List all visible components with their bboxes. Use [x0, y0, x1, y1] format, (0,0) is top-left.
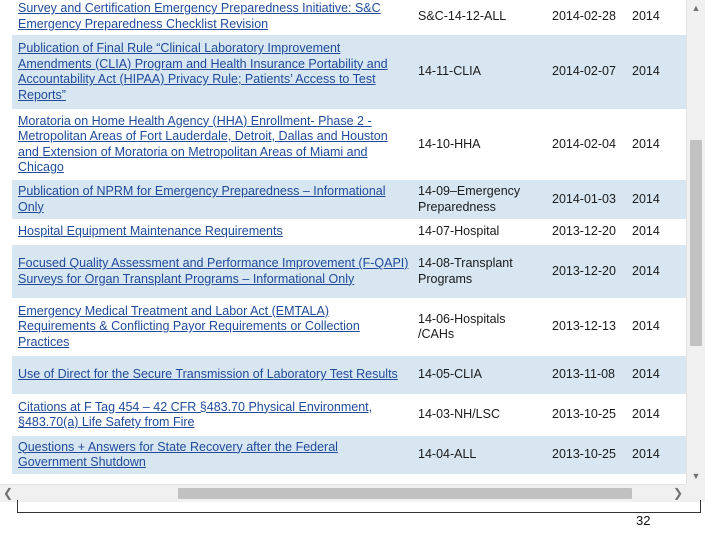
document-date: 2013-10-25 [548, 435, 628, 475]
chevron-left-icon[interactable]: ❮ [2, 486, 14, 500]
document-date: 2014-02-04 [548, 110, 628, 179]
document-number: 14-05-CLIA [414, 355, 548, 395]
document-year: 2014 [628, 179, 686, 220]
document-link[interactable]: Publication of NPRM for Emergency Preparedness – Informational Only [18, 184, 386, 214]
table-row [12, 220, 686, 244]
document-date: 2013-11-08 [548, 355, 628, 395]
document-date: 2014-02-07 [548, 34, 628, 110]
document-year: 2014 [628, 220, 686, 244]
document-date: 2013-12-20 [548, 220, 628, 244]
document-number: 14-11-CLIA [414, 34, 548, 110]
document-year: 2014 [628, 244, 686, 299]
arrow-down-icon[interactable]: ▼ [691, 471, 701, 481]
document-link[interactable]: Questions + Answers for State Recovery after the Federal Government Shutdown [18, 439, 338, 469]
document-link[interactable]: Emergency Medical Treatment and Labor Act (EMTALA) Requirements & Conflicting Payor Requirements or Collection Practices [18, 303, 360, 349]
document-year: 2014 [628, 110, 686, 179]
document-date: 2014-01-03 [548, 179, 628, 220]
table-row [12, 179, 686, 220]
document-date: 2014-02-28 [548, 0, 628, 34]
document-year: 2014 [628, 0, 686, 34]
document-year: 2014 [628, 435, 686, 475]
document-number: 14-09–Emergency Preparedness [414, 179, 548, 220]
table-row [12, 299, 686, 355]
document-number: 14-06-Hospitals /CAHs [414, 299, 548, 355]
document-link[interactable]: Use of Direct for the Secure Transmission of Laboratory Test Results [18, 367, 398, 382]
document-number: 14-04-ALL [414, 435, 548, 475]
table-row [12, 395, 686, 435]
table-row [12, 355, 686, 395]
document-table-viewport [12, 0, 686, 484]
vertical-scrollbar[interactable] [686, 0, 705, 484]
documents-table [12, 0, 686, 476]
document-date: 2013-12-20 [548, 244, 628, 299]
document-link[interactable]: Moratoria on Home Health Agency (HHA) Enrollment- Phase 2 - Metropolitan Areas of Fort Lauderdale, Detroit, Dallas and Houston and Extension of Moratoria on Metropolitan Areas of Miami and Chicago [18, 113, 388, 174]
document-link[interactable]: Hospital Equipment Maintenance Requirements [18, 224, 283, 239]
document-number: 14-07-Hospital [414, 220, 548, 244]
page-number: 32 [636, 513, 651, 528]
table-row [12, 34, 686, 110]
document-number: S&C-14-12-ALL [414, 0, 548, 34]
document-year: 2014 [628, 355, 686, 395]
table-row [12, 0, 686, 34]
document-date: 2013-12-13 [548, 299, 628, 355]
document-link[interactable]: Survey and Certification Emergency Preparedness Initiative: S&C Emergency Preparedness Checklist Revision [18, 1, 381, 31]
chevron-right-icon[interactable]: ❯ [672, 486, 684, 500]
table-row [12, 435, 686, 475]
document-link[interactable]: Citations at F Tag 454 – 42 CFR §483.70 Physical Environment, §483.70(a) Life Safety from Fire [18, 399, 373, 429]
document-link[interactable]: Focused Quality Assessment and Performance Improvement (F-QAPI) Surveys for Organ Transplant Programs – Informational Only [18, 256, 409, 286]
table-row [12, 244, 686, 299]
document-link[interactable]: Publication of Final Rule “Clinical Laboratory Improvement Amendments (CLIA) Program and Health Insurance Portability and Accountability Act (HIPAA) Privacy Rule; Patients’ Access to Test Reports” [18, 41, 388, 102]
document-number: 14-10-HHA [414, 110, 548, 179]
document-date: 2013-10-25 [548, 395, 628, 435]
document-year: 2014 [628, 34, 686, 110]
vertical-scroll-thumb[interactable] [690, 140, 702, 346]
table-row [12, 110, 686, 179]
document-year: 2014 [628, 395, 686, 435]
document-number: 14-08-Transplant Programs [414, 244, 548, 299]
document-year: 2014 [628, 299, 686, 355]
arrow-up-icon[interactable]: ▲ [691, 3, 701, 13]
slide-frame [17, 500, 701, 513]
horizontal-scroll-thumb[interactable] [178, 488, 632, 499]
document-number: 14-03-NH/LSC [414, 395, 548, 435]
